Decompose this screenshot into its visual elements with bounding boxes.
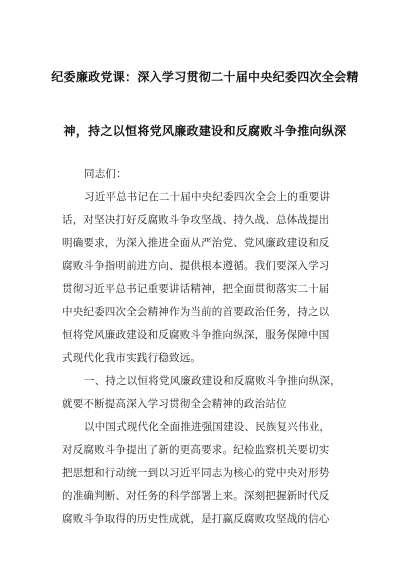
paragraph-line: 中央纪委四次全会精神作为当前的首要政治任务，持之以	[62, 306, 330, 318]
paragraph-line: 以中国式现代化全面推进强国建设、民族复兴伟业，	[84, 421, 331, 433]
section-heading-line: 一、持之以恒将党风廉政建设和反腐败斗争推向纵深，	[84, 375, 341, 387]
paragraph-line: 话，对坚决打好反腐败斗争攻坚战、持久战、总体战提出	[62, 214, 330, 226]
document-title-line-2: 神，持之以恒将党风廉政建设和反腐败斗争推向纵深	[63, 124, 347, 138]
paragraph-line: 对反腐败斗争提出了新的更高要求。纪检监察机关要切实	[62, 444, 330, 456]
paragraph-line: 习近平总书记在二十届中央纪委四次全会上的重要讲	[84, 191, 331, 203]
section-heading-line: 就要不断提高深入学习贯彻全会精神的政治站位	[62, 398, 287, 410]
paragraph-line: 腐败斗争取得的历史性成就，是打赢反腐败攻坚战的信心	[62, 513, 330, 525]
salutation: 同志们：	[84, 168, 127, 180]
document-title-line-1: 纪委廉政党课：深入学习贯彻二十届中央纪委四次全会精	[51, 70, 359, 84]
paragraph-line: 贯彻习近平总书记重要讲话精神，把全面贯彻落实二十届	[62, 283, 330, 295]
paragraph-line: 式现代化我市实践行稳致远。	[62, 352, 202, 364]
paragraph-line: 腐败斗争指明前进方向、提供根本遵循。我们要深入学习	[62, 260, 330, 272]
paragraph-line: 恒将党风廉政建设和反腐败斗争推向纵深，服务保障中国	[62, 329, 330, 341]
paragraph-line: 把思想和行动统一到以习近平同志为核心的党中央对形势	[62, 467, 330, 479]
paragraph-line: 的准确判断、对任务的科学部署上来。深刻把握新时代反	[62, 490, 330, 502]
paragraph-line: 明确要求，为深入推进全面从严治党、党风廉政建设和反	[62, 237, 330, 249]
